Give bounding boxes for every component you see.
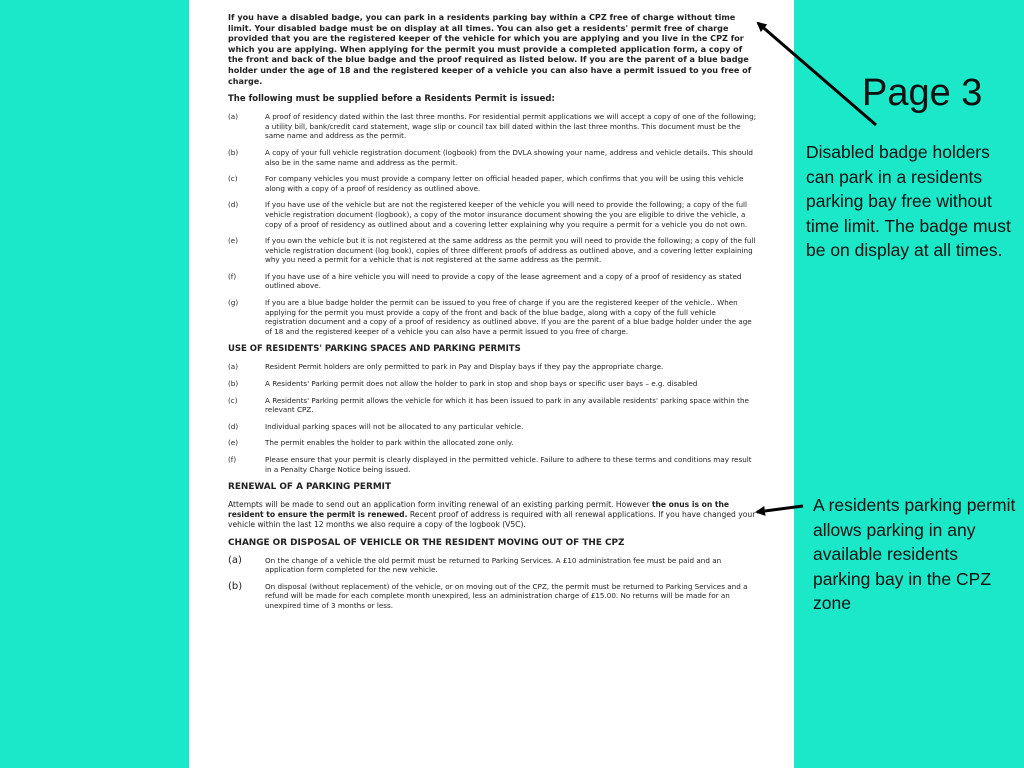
supply-item-label: (a) xyxy=(228,112,239,122)
use-item-label: (c) xyxy=(228,395,238,405)
renewal-text-2: Recent proof of address is required with all renewal applications. If you have changed your vehicle within the last 12 months we also require a copy of the logbook (V5C). xyxy=(228,509,756,529)
supply-item-label: (c) xyxy=(228,174,238,184)
change-heading: CHANGE OR DISPOSAL OF VEHICLE OR THE RESIDENT MOVING OUT OF THE CPZ xyxy=(228,537,625,548)
annotation-disabled-badge: Disabled badge holders can park in a residents parking bay free without time limit. The badge must be on display at all times. xyxy=(806,142,1011,260)
supply-item-label: (g) xyxy=(228,298,239,308)
use-item-text: Please ensure that your permit is clearly displayed in the permitted vehicle. Failure to adhere to these terms and conditions may result in a Penalty Charge Notice being issued. xyxy=(265,455,752,474)
renewal-heading: RENEWAL OF A PARKING PERMIT xyxy=(228,482,392,493)
page-label: Page 3 xyxy=(862,72,983,114)
use-item-text: Individual parking spaces will not be allocated to any particular vehicle. xyxy=(265,421,524,431)
use-item-text: The permit enables the holder to park within the allocated zone only. xyxy=(265,438,514,448)
use-item-label: (d) xyxy=(228,421,239,431)
supply-item-text: For company vehicles you must provide a company letter on official headed paper, which confirms that you will be using this vehicle along with a copy of a proof of residency as outlined above. xyxy=(265,174,744,193)
renewal-text-bold: the onus is on the resident to ensure the permit is renewed. xyxy=(228,500,730,519)
use-item-label: (f) xyxy=(228,455,237,464)
supply-item-label: (b) xyxy=(228,147,239,157)
use-item-label: (b) xyxy=(228,379,239,389)
supply-item-label: (f) xyxy=(228,271,237,281)
arrow-to-intro xyxy=(758,23,876,125)
change-item-text: On the change of a vehicle the old permit must be returned to Parking Services. A £10 administration fee must be paid and an application form completed for the new vehicle. xyxy=(265,555,722,575)
renewal-text-1: Attempts will be made to send out an application form inviting renewal of an existing parking permit. However xyxy=(228,500,652,510)
supply-item-text: A proof of residency dated within the last three months. For residential permit applications we will accept a copy of one of the following; a utility bill, bank/credit card statement, wage slip or council tax bill dated within the last three months. This document must be the same name and address as the permit. xyxy=(265,112,757,141)
supply-item-text: If you own the vehicle but it is not registered at the same address as the permit you will need to provide the following; a copy of the full vehicle registration document (log book), copies of three different proofs of address as outlined above, and a covering letter explaining why you need a permit for a vehicle that is not registered at the same address as the permit. xyxy=(265,236,756,265)
use-item-text: Resident Permit holders are only permitted to park in Pay and Display bays if they pay the appropriate charge. xyxy=(265,362,664,372)
use-item-text: A Residents' Parking permit allows the vehicle for which it has been issued to park in any available residents' parking space within the relevant CPZ. xyxy=(265,395,749,415)
supply-item-text: If you are a blue badge holder the permit can be issued to you free of charge if you are the registered keeper of the vehicle.. When applying for the permit you must provide a copy of the front and back of the blue badge, along with a copy of the full vehicle registration document and a copy of a proof of residency as outlined above. If you are the parent of a blue badge holder under the age of 18 and the registered keeper of a vehicle you can also have a permit issued to you free of charge. xyxy=(265,298,752,336)
use-item-label: (a) xyxy=(228,362,239,372)
intro-paragraph: If you have a disabled badge, you can park in a residents parking bay within a CPZ free of charge without time limit. Your disabled badge must be on display at all times. You can also get a residents' permit free of charge provided that you are the registered keeper of the vehicle for which you are applying and you live in the CPZ for which you are applying. When applying for the permit you must provide a completed application form, a copy of the front and back of the blue badge and the proof required as listed below. If you are the parent of a blue badge holder under the age of 18 and the registered keeper of a vehicle you can also have a permit issued to you free of charge. xyxy=(228,12,752,86)
annotation-residents-permit: A residents parking permit allows parking in any available residents parking bay in the CPZ zone xyxy=(813,495,1016,613)
use-item-label: (e) xyxy=(228,438,239,448)
supply-item-text: If you have use of a hire vehicle you will need to provide a copy of the lease agreement and a copy of a proof of residency as stated outlined above. xyxy=(265,271,742,291)
change-item-label: (b) xyxy=(228,580,243,592)
supply-item-text: A copy of your full vehicle registration document (logbook) from the DVLA showing your name, address and vehicle details. This should also be in the same name and address as the permit. xyxy=(265,147,753,167)
change-item-text: On disposal (without replacement) of the vehicle, or on moving out of the CPZ, the permit must be returned to Parking Services and a refund will be made for each complete month unexpired, less an administration charge of £15.00. No returns will be made for an unexpired time of 3 months or less. xyxy=(265,581,748,610)
arrow-to-item-c xyxy=(757,506,803,512)
supply-item-label: (d) xyxy=(228,200,239,210)
supply-item-label: (e) xyxy=(228,236,239,246)
use-item-text: A Residents' Parking permit does not allow the holder to park in stop and shop bays or specific user bays – e.g. disabled xyxy=(265,379,698,389)
change-item-label: (a) xyxy=(228,554,242,566)
use-heading: USE OF RESIDENTS' PARKING SPACES AND PARKING PERMITS xyxy=(228,344,521,355)
supply-heading: The following must be supplied before a Residents Permit is issued: xyxy=(228,94,555,105)
supply-item-text: If you have use of the vehicle but are not the registered keeper of the vehicle you will need to provide the following; a copy of the full vehicle registration document (logbook), a copy of the motor insurance document showing the you are eligible to drive the vehicle, a copy of a proof of residency as outlined about and a covering letter explaining why you require a permit for a vehicle you do not own. xyxy=(265,200,748,229)
